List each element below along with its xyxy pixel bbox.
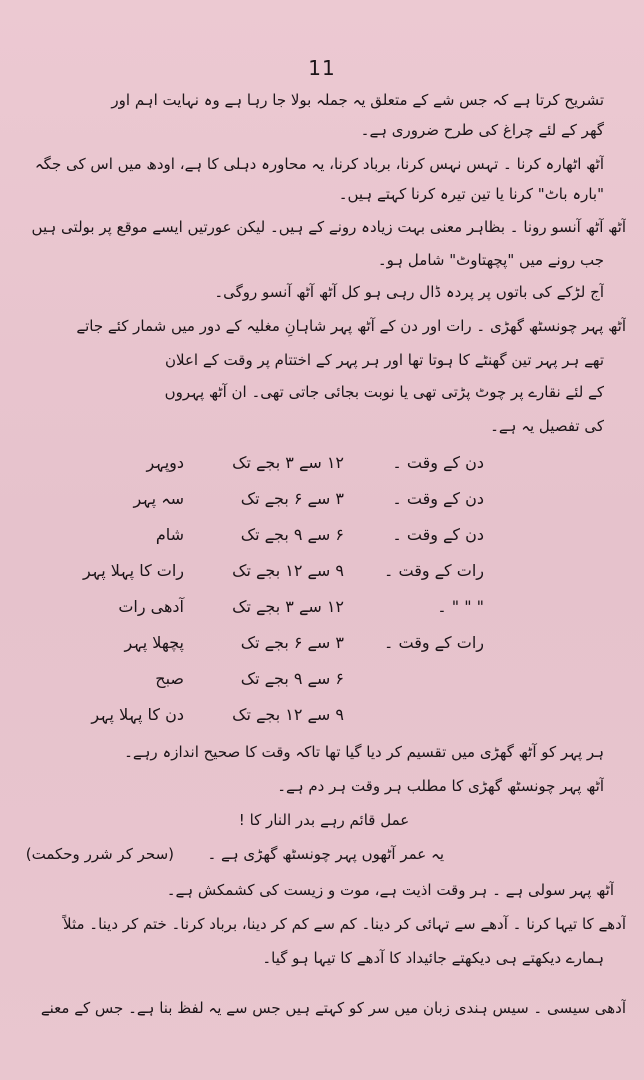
attribution: (سحر کر شرر وحکمت) [25, 845, 174, 863]
schedule-range: ۹ سے ۱۲ بجے تک [232, 705, 344, 724]
text-line: تشریح کرتا ہے کہ جس شے کے متعلق یہ جملہ بولا جا رہا ہے وہ نہایت اہم اور [111, 91, 604, 109]
page-number: 11 [308, 56, 336, 80]
schedule-name: صبح [155, 669, 184, 688]
schedule-row [0, 450, 644, 476]
text-line: آٹھ آٹھ آنسو رونا ۔ بظاہر معنی بہت زیادہ رونے کے ہیں۔ لیکن عورتیں ایسے موقع پر بولتی ہیں [31, 218, 626, 236]
text-line: ہر پہر کو آٹھ گھڑی میں تقسیم کر دیا گیا تھا تاکہ وقت کا صحیح اندازہ رہے۔ [124, 743, 604, 761]
schedule-label: " " " ۔ [437, 597, 484, 616]
schedule-range: ۶ سے ۹ بجے تک [240, 525, 344, 544]
text-line: ہمارے دیکھتے ہی دیکھتے جائیداد کا آدھے کا تیہا ہو گیا۔ [262, 949, 604, 967]
schedule-name: دوپہر [146, 453, 184, 472]
schedule-label: رات کے وقت ۔ [384, 633, 484, 652]
schedule-row [0, 702, 644, 728]
schedule-range: ۳ سے ۶ بجے تک [240, 633, 344, 652]
schedule-range: ۱۲ سے ۳ بجے تک [232, 597, 344, 616]
verse-line: عمل قائم رہے بدر النار کا ! [238, 811, 410, 829]
schedule-range: ۱۲ سے ۳ بجے تک [232, 453, 344, 472]
text-line: "بارہ باٹ" کرنا یا تین تیرہ کرنا کہتے ہیں۔ [338, 185, 604, 203]
text-line: کی تفصیل یہ ہے۔ [490, 417, 604, 435]
schedule-label: رات کے وقت ۔ [384, 561, 484, 580]
text-line: آٹھ پہر چونسٹھ گھڑی ۔ رات اور دن کے آٹھ پہر شاہانِ مغلیہ کے دور میں شمار کئے جاتے [76, 317, 626, 335]
text-line: جب رونے میں "پچھتاوٹ" شامل ہو۔ [377, 251, 604, 269]
schedule-label: دن کے وقت ۔ [392, 525, 484, 544]
schedule-name: دن کا پہلا پہر [91, 705, 184, 724]
text-line: آدھے کا تیہا کرنا ۔ آدھے سے تہائی کر دینا۔ کم سے کم کر دینا، برباد کرنا۔ ختم کر دینا۔ مثلاً [63, 915, 626, 933]
verse-line: یہ عمر آٹھوں پہر چونسٹھ گھڑی ہے ۔ [207, 845, 444, 863]
schedule-name: پچھلا پہر [124, 633, 184, 652]
text-line: آٹھ پہر چونسٹھ گھڑی کا مطلب ہر وقت ہر دم ہے۔ [277, 777, 604, 795]
text-line: آدھی سیسی ۔ سیس ہندی زبان میں سر کو کہتے ہیں جس سے یہ لفظ بنا ہے۔ جس کے معنے [40, 999, 626, 1017]
schedule-name: سہ پہر [133, 489, 184, 508]
text-line: گھر کے لئے چراغ کی طرح ضروری ہے۔ [360, 121, 604, 139]
schedule-range: ۶ سے ۹ بجے تک [240, 669, 344, 688]
schedule-label: دن کے وقت ۔ [392, 453, 484, 472]
schedule-row [0, 486, 644, 512]
text-line: آٹھ پہر سولی ہے ۔ ہر وقت اذیت ہے، موت و زیست کی کشمکش ہے۔ [166, 881, 614, 899]
schedule-row [0, 666, 644, 692]
text-line: آج لڑکے کی باتوں پر پردہ ڈال رہی ہو کل آٹھ آٹھ آنسو روگی۔ [214, 283, 604, 301]
schedule-name: شام [155, 525, 184, 544]
schedule-row [0, 594, 644, 620]
schedule-row [0, 558, 644, 584]
schedule-name: آدھی رات [118, 597, 184, 616]
schedule-range: ۳ سے ۶ بجے تک [240, 489, 344, 508]
schedule-row [0, 630, 644, 656]
schedule-row [0, 522, 644, 548]
schedule-label: دن کے وقت ۔ [392, 489, 484, 508]
text-line: آٹھ اٹھارہ کرنا ۔ تہس نہس کرنا، برباد کرنا، یہ محاورہ دہلی کا ہے، اودھ میں اس کی جگہ [34, 155, 604, 173]
schedule-range: ۹ سے ۱۲ بجے تک [232, 561, 344, 580]
schedule-name: رات کا پہلا پہر [82, 561, 184, 580]
text-line: کے لئے نقارے پر چوٹ پڑتی تھی یا نوبت بجائی جاتی تھی۔ ان آٹھ پہروں [164, 383, 604, 401]
text-line: تھے ہر پہر تین گھنٹے کا ہوتا تھا اور ہر پہر کے اختتام پر وقت کے اعلان [165, 351, 604, 369]
